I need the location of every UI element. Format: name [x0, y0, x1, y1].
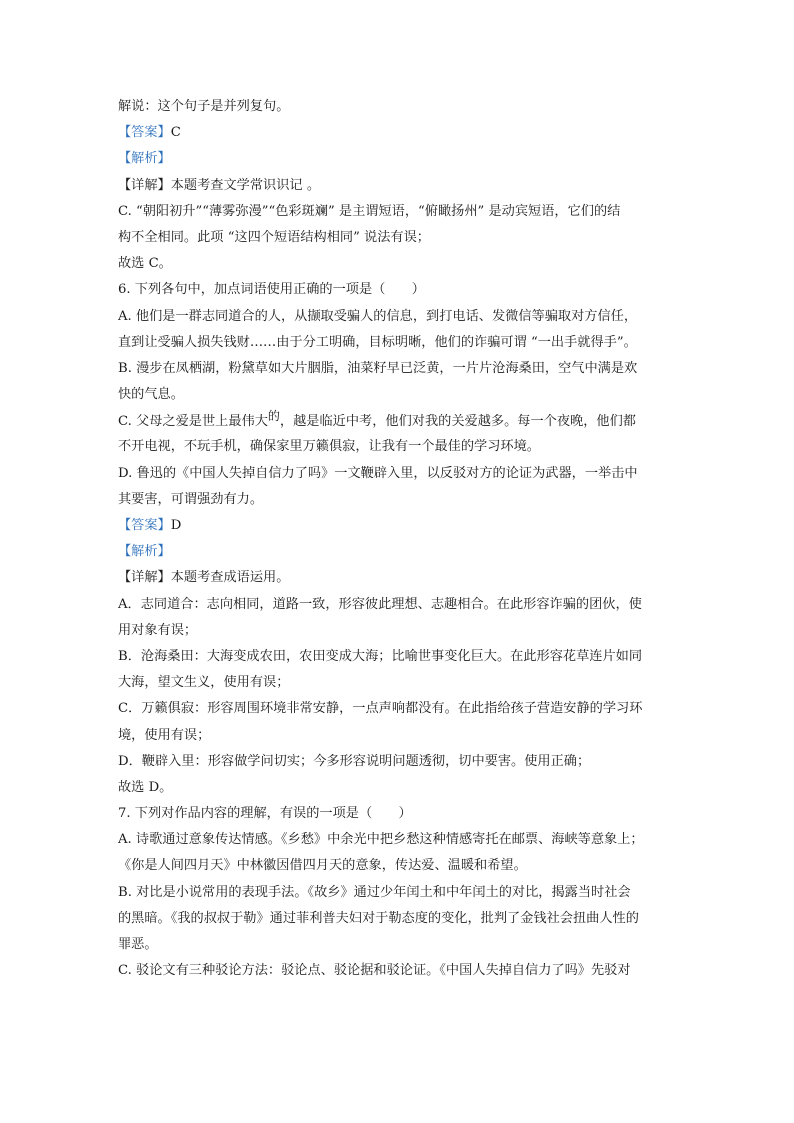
text-line: 境，使用有误；: [118, 727, 211, 743]
answer-line: [118, 120, 678, 146]
text-line: B. 漫步在凤栖湖，粉黛草如大片胭脂，油菜籽早已泛黄，一片片沧海桑田，空气中满是欢: [118, 360, 638, 376]
text-line: B．沧海桑田：大海变成农田，农田变成大海；比喻世事变化巨大。在此形容花草连片如同: [118, 648, 642, 664]
text-line: D．鞭辟入里：形容做学问切实；今多形容说明问题透彻，切中要害。使用正确；: [118, 753, 591, 769]
text-line: 罪恶。: [118, 937, 158, 952]
answer-value: C: [170, 125, 181, 141]
text-line: [118, 408, 678, 434]
text-line: 故选 C。: [118, 256, 172, 272]
text-line: 其要害，可谓强劲有力。: [118, 491, 264, 507]
text-segment: ，越是临近中考，他们对我的关爱越多。每一个夜晚，他们都: [279, 414, 636, 430]
raised-char: 的: [267, 409, 280, 424]
answer-value: D: [170, 518, 182, 533]
text-line: D. 鲁迅的《中国人失掉自信力了吗》一文鞭辟入里，以反驳对方的论证为武器，一举击中: [118, 465, 638, 481]
text-line: C. “朝阳初升”“薄雾弥漫”“色彩斑斓” 是主谓短语，“俯瞰扬州” 是动宾短语，它们的结: [118, 203, 621, 219]
text-line: 故选 D。: [118, 779, 173, 795]
text-line: C．万籁俱寂：形容周围环境非常安静，一点声响都没有。在此指给孩子营造安静的学习环: [118, 701, 643, 717]
text-line: A．志同道合：志向相同，道路一致，形容彼此理想、志趣相合。在此形容诈骗的团伙，使: [118, 596, 642, 612]
text-line: 用对象有误；: [118, 622, 198, 638]
text-line: 的黑暗。《我的叔叔于勒》通过菲利普夫妇对于勒态度的变化，批判了金钱社会扭曲人性的: [118, 910, 639, 926]
analysis-line: [118, 146, 678, 172]
text-line: 快的气息。: [118, 387, 184, 403]
text-line: 不开电视，不玩手机，确保家里万籁俱寂，让我有一个最佳的学习环境。: [118, 439, 540, 455]
text-line: A. 他们是一群志同道合的人，从撷取受骗人的信息，到打电话、发微信等骗取对方信任，: [118, 308, 638, 324]
answer-tag: 【答案】: [118, 125, 171, 141]
text-line: 大海，望文生义，使用有误；: [118, 675, 290, 691]
text-line: 直到让受骗人损失钱财……由于分工明确，目标明晰，他们的诈骗可谓 “一出手就得手”。: [118, 334, 637, 350]
text-line: 《你是人间四月天》中林徽因借四月天的意象，传达爱、温暖和希望。: [118, 858, 527, 874]
text-line: 解说：这个句子是并列复句。: [118, 99, 290, 114]
question-line: 6. 下列各句中，加点词语使用正确的一项是（ ）: [118, 282, 425, 298]
analysis-tag: 【解析】: [118, 544, 171, 560]
text-line: 构不全相同。此项 “这四个短语结构相同” 说法有误；: [118, 229, 430, 245]
answer-tag: 【答案】: [118, 518, 171, 533]
text-line: 【详解】本题考查文学常识识记 。: [118, 177, 321, 193]
text-line: 【详解】本题考查成语运用。: [118, 570, 290, 586]
text-line: A. 诗歌通过意象传达情感。《乡愁》中余光中把乡愁这种情感寄托在邮票、海峡等意象上；: [118, 832, 644, 848]
text-line: C. 驳论文有三种驳论方法：驳论点、驳论据和驳论证。《中国人失掉自信力了吗》先驳对: [118, 963, 631, 979]
text-line: B. 对比是小说常用的表现手法。《故乡》通过少年闰土和中年闰土的对比，揭露当时社会: [118, 884, 631, 900]
analysis-line: [118, 539, 678, 565]
answer-line: [118, 513, 678, 539]
analysis-tag: 【解析】: [118, 151, 171, 167]
text-segment: C. 父母之爱是世上最伟大: [118, 414, 268, 430]
question-line: 7. 下列对作品内容的理解，有误的一项是（ ）: [118, 806, 412, 822]
document-page: [118, 94, 678, 984]
